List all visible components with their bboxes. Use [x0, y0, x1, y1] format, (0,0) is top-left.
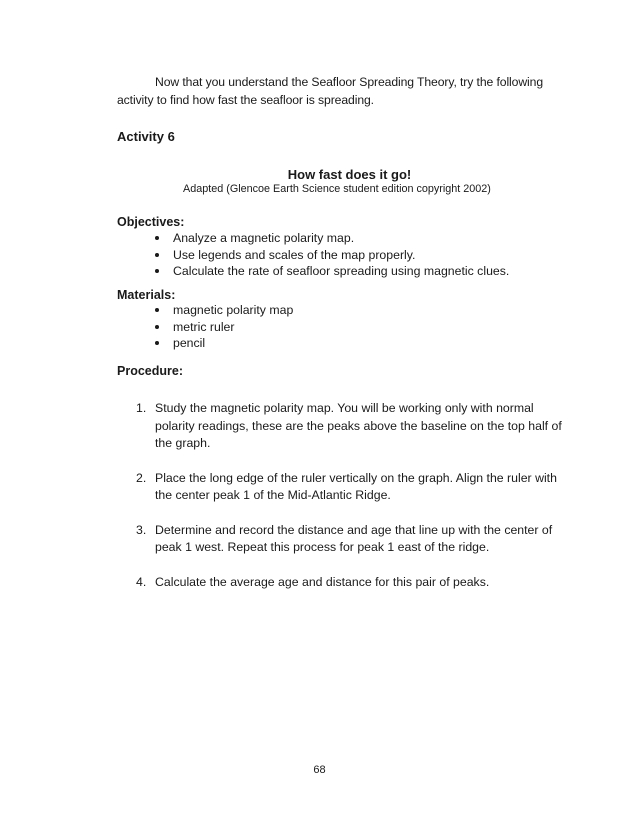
procedure-steps: [117, 400, 567, 608]
activity-title: Activity 6: [117, 129, 175, 144]
materials-list: [153, 302, 293, 352]
materials-heading: Materials:: [117, 288, 176, 302]
list-item: Calculate the rate of seafloor spreading using magnetic clues.: [153, 263, 509, 280]
subtitle: Adapted (Glencoe Earth Science student edition copyright 2002): [183, 183, 491, 195]
list-item: 2. Place the long edge of the ruler vertically on the graph. Align the ruler with the center peak 1 of the Mid-Atlantic Ridge.: [136, 470, 557, 502]
list-item: 3. Determine and record the distance and age that line up with the center of peak 1 west. Repeat this process for peak 1 east of the ridge.: [136, 522, 553, 554]
list-item: magnetic polarity map: [153, 302, 293, 319]
bullet-icon: [155, 341, 159, 345]
bullet-icon: [155, 253, 159, 257]
page-number: 68: [313, 764, 326, 776]
objectives-heading: Objectives:: [117, 215, 185, 229]
procedure-heading: Procedure:: [117, 364, 183, 378]
intro-paragraph: Now that you understand the Seafloor Spreading Theory, try the following activity to find how fast the seafloor is spreading.: [117, 75, 544, 107]
bullet-icon: [155, 325, 159, 329]
list-item: metric ruler: [153, 319, 293, 336]
bullet-icon: [155, 236, 159, 240]
list-item: 1. Study the magnetic polarity map. You will be working only with normal polarity readings, these are the peaks above the baseline on the top half of the graph.: [136, 401, 562, 450]
bullet-icon: [155, 269, 159, 273]
main-title: How fast does it go!: [287, 167, 412, 182]
list-item: pencil: [153, 335, 293, 352]
list-item: Analyze a magnetic polarity map.: [153, 230, 509, 247]
bullet-icon: [155, 308, 159, 312]
objectives-list: [153, 230, 509, 280]
list-item: 4. Calculate the average age and distance for this pair of peaks.: [136, 574, 490, 589]
list-item: Use legends and scales of the map properly.: [153, 247, 509, 264]
